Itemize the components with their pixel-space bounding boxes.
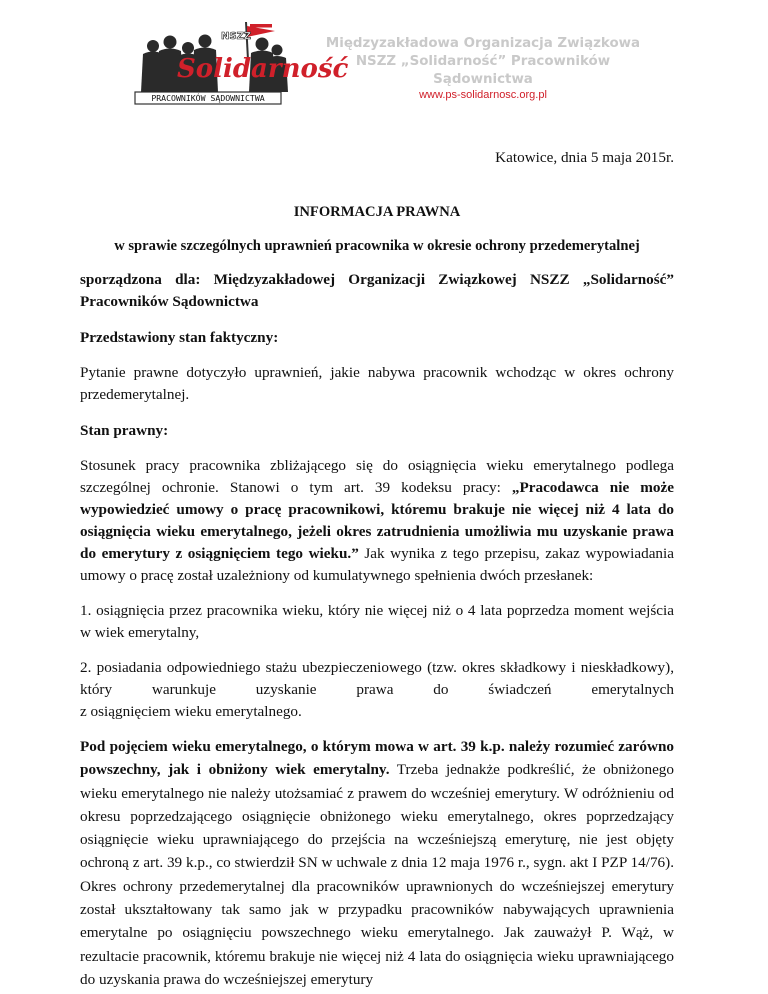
- condition-1: 1. osiągnięcia przez pracownika wieku, który nie więcej niż o 4 lata poprzedza moment wejścia w wiek emerytalny,: [80, 602, 674, 641]
- law-intro-text: Stosunek pracy pracownika zbliżającego się do osiągnięcia wieku emerytalnego podlega szczególnej ochronie. Stanowi o tym art. 39 kodeksu pracy:: [80, 457, 674, 496]
- document-title: INFORMACJA PRAWNA: [293, 204, 461, 220]
- retirement-age-paragraph: [80, 735, 674, 991]
- law-paragraph: [80, 455, 674, 587]
- facts-paragraph: Pytanie prawne dotyczyło uprawnień, jakie nabywa pracownik wchodząc w okres ochrony przedemerytalnej.: [80, 364, 674, 403]
- law-after-text: Jak wynika z tego przepisu, zakaz wypowiadania umowy o pracę został uzależniony od kumulatywnego spełnienia dwóch przesłanek:: [80, 545, 674, 584]
- logo-nszz-text: NSZZ: [221, 31, 252, 42]
- document-subtitle: w sprawie szczególnych uprawnień pracownika w okresie ochrony przedemerytalnej: [114, 238, 640, 254]
- law-heading: Stan prawny:: [80, 422, 169, 439]
- letterhead: [0, 0, 768, 120]
- logo-tagline-text: PRACOWNIKÓW SĄDOWNICTWA: [151, 93, 265, 103]
- organization-name: [318, 35, 648, 89]
- solidarnosc-logo: [125, 22, 349, 108]
- organization-name-line1: Międzyzakładowa Organizacja Związkowa: [325, 36, 641, 51]
- prepared-for: sporządzona dla: Międzyzakładowej Organizacji Związkowej NSZZ „Solidarność” Pracowników Sądownictwa: [80, 271, 674, 310]
- organization-name-line2: NSZZ „Solidarność” Pracowników Sądownictwa: [355, 54, 611, 87]
- condition-2-last: z osiągnięciem wieku emerytalnego.: [80, 703, 302, 720]
- document-date: Katowice, dnia 5 maja 2015r.: [495, 149, 674, 166]
- solidarnosc-logo-graphic: [125, 22, 349, 108]
- condition-2: [80, 657, 674, 723]
- condition-2-main: 2. posiadania odpowiedniego stażu ubezpieczeniowego (tzw. okres składkowy i nieskładkowy), który warunkuje uzyskanie prawa do świadczeń emerytalnych: [80, 659, 674, 698]
- logo-brand-text: Solidarność: [177, 54, 349, 84]
- facts-heading: Przedstawiony stan faktyczny:: [80, 329, 279, 346]
- law-quote-text: „Pracodawca nie może wypowiedzieć umowy o pracę pracownikowi, któremu brakuje nie więcej niż 4 lata do osiągnięcia wieku emerytalnego, jeżeli okres zatrudnienia umożliwia mu uzyskanie prawa do emerytury z osiągnięciem tego wieku.”: [80, 479, 674, 562]
- document-body: [80, 144, 674, 991]
- organization-url: www.ps-solidarnosc.org.pl: [419, 89, 547, 101]
- retirement-age-rest-text: Trzeba jednakże podkreślić, że obniżonego wieku emerytalnego nie należy utożsamiać z prawem do wcześniej emerytury. W odróżnieniu od okresu poprzedzającego osiągnięcie obniżonego wieku emerytalnego, okres poprzedzający osiągnięcie wieku uprawniającego do przejścia na wcześniejszą emeryturę, nie jest objęty ochroną z art. 39 k.p., co stwierdził SN w uchwale z dnia 12 maja 1976 r., sygn. akt I PZP 14/76). Okres ochrony przedemerytalnej dla pracowników uprawnionych do wcześniejszej emerytury został ukształtowany tak samo jak w przypadku pracowników nabywających uprawnienia emerytalne po osiągnięciu powszechnego wieku emerytalnego. Jak zauważył P. Wąż, w rezultacie pracownik, któremu brakuje nie więcej niż 4 lata do osiągnięcia wieku uprawniającego do uzyskania prawa do wcześniejszej emerytury: [80, 761, 674, 988]
- retirement-age-bold-text: Pod pojęciem wieku emerytalnego, o którym mowa w art. 39 k.p. należy rozumieć zarówno powszechny, jak i obniżony wiek emerytalny.: [80, 738, 674, 779]
